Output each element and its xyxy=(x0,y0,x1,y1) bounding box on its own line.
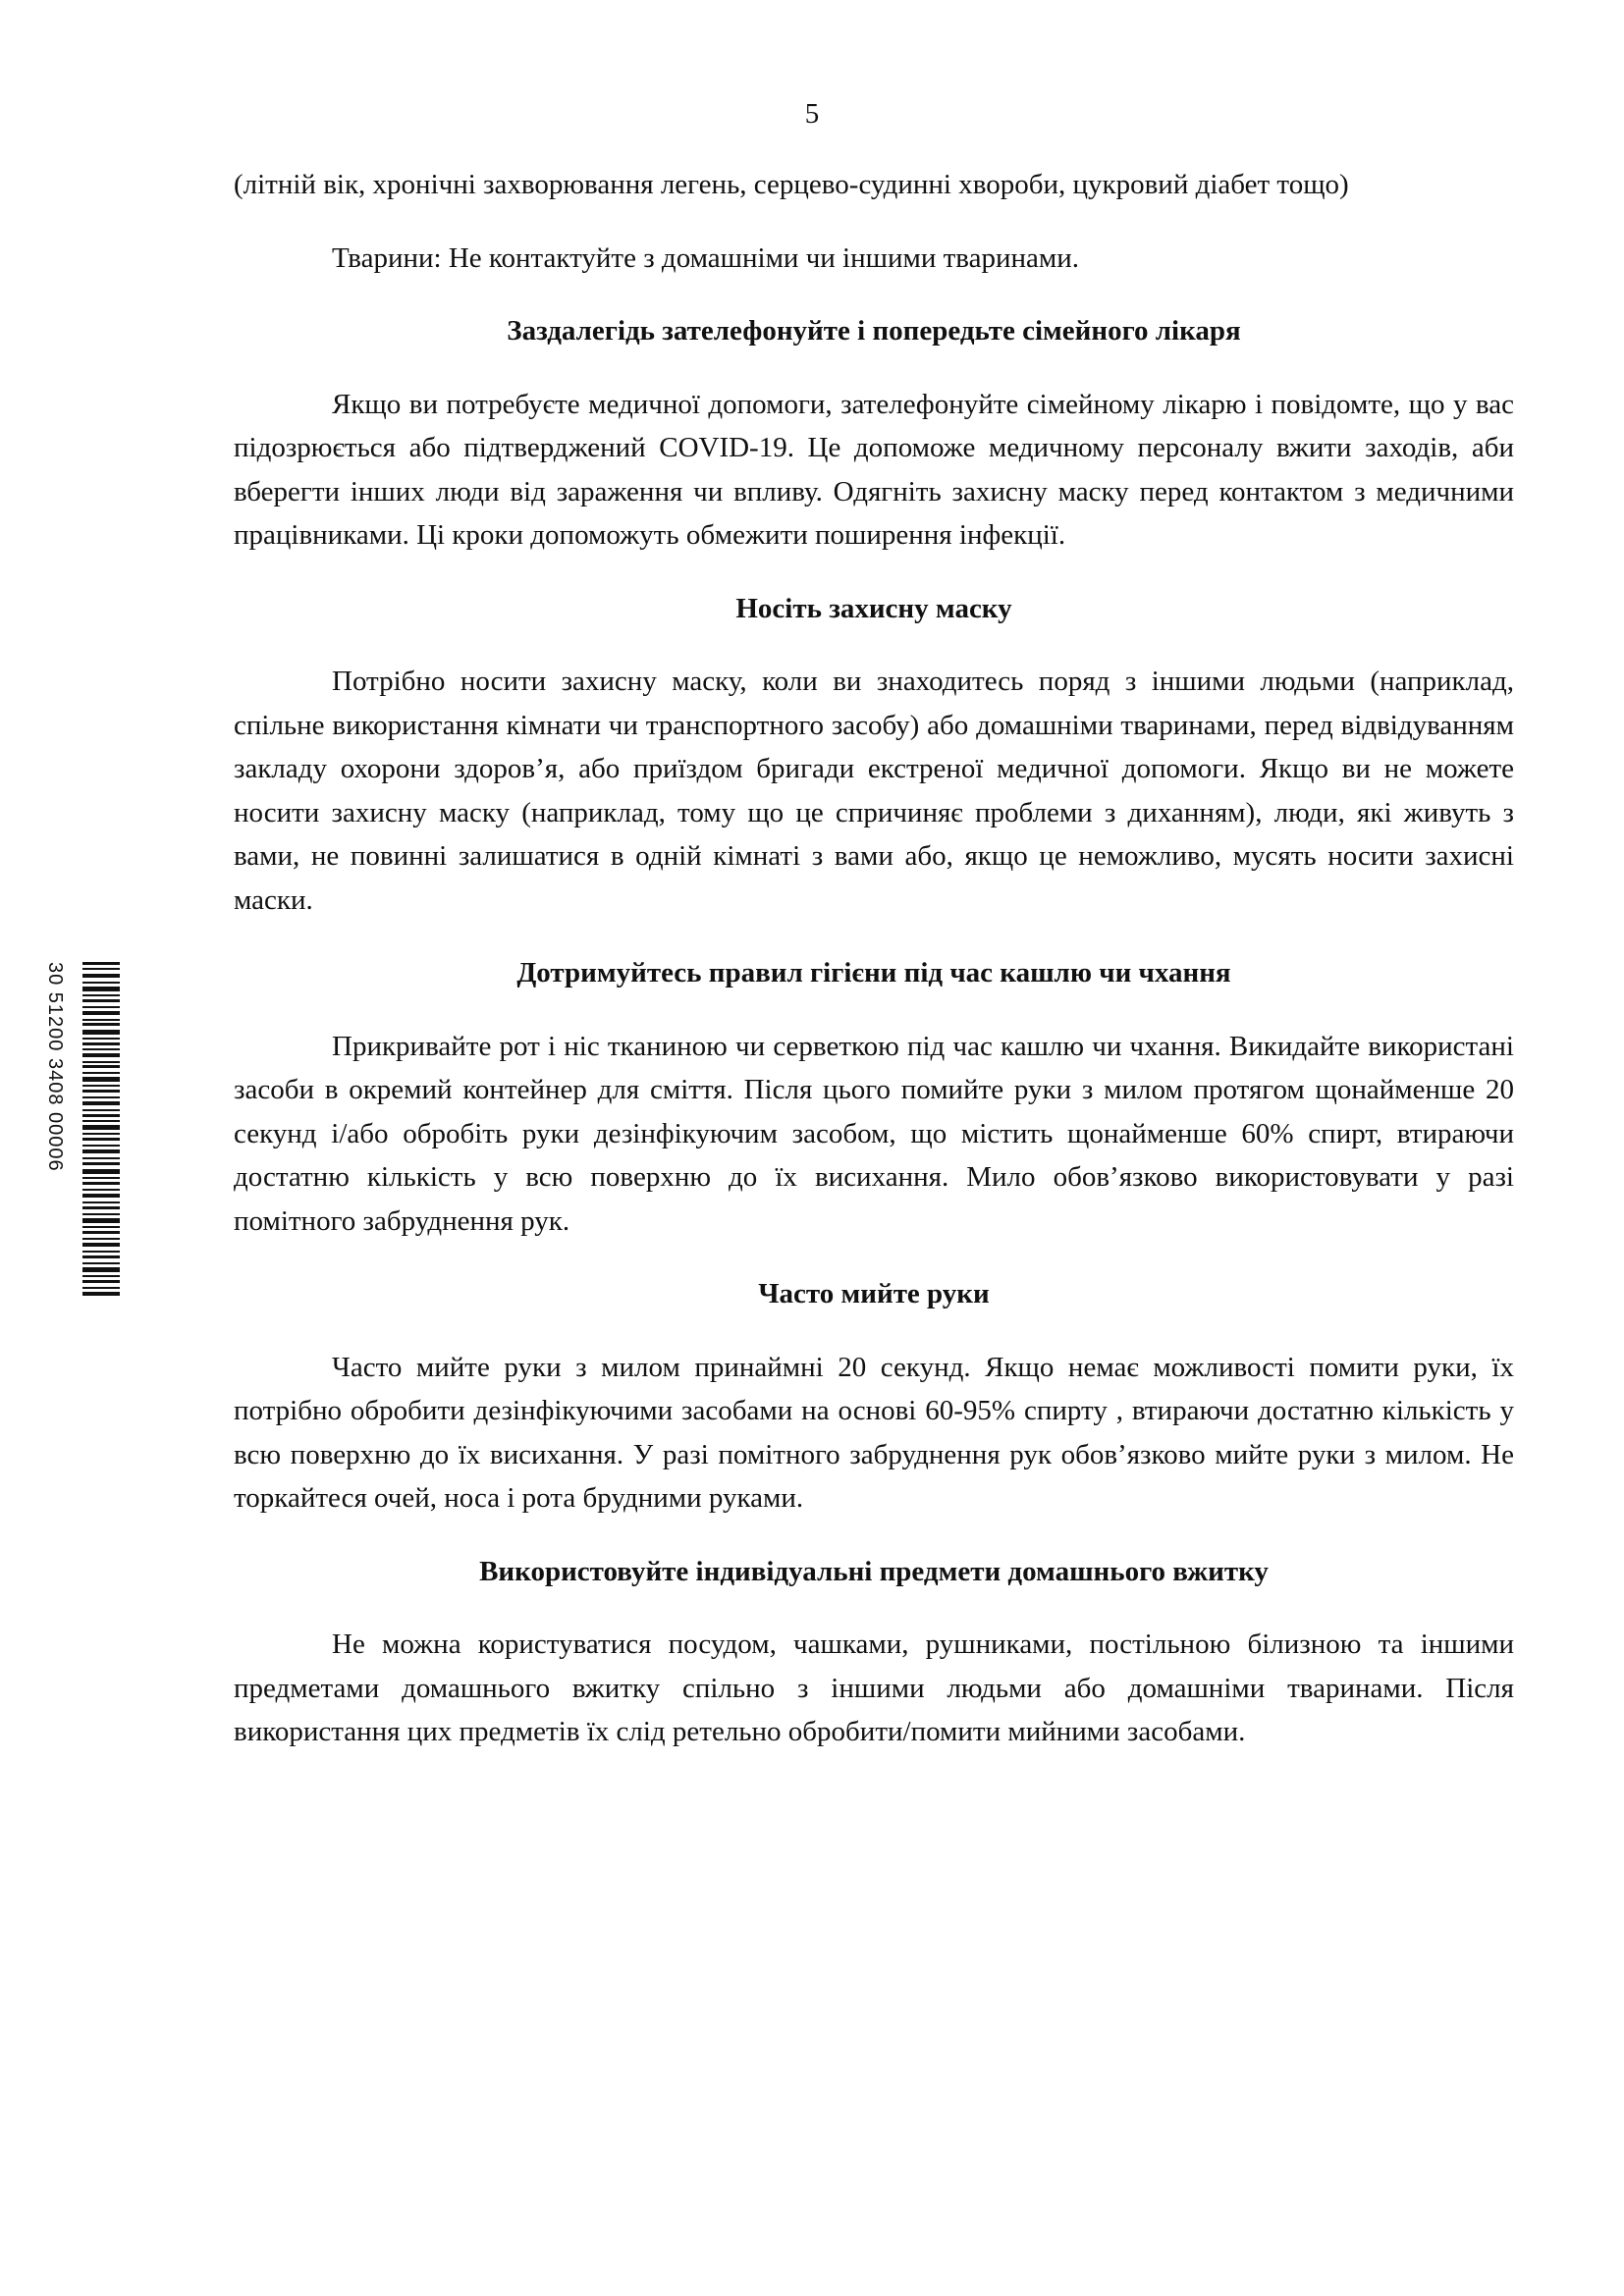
paragraph-risk-groups: (літній вік, хронічні захворювання легень, серцево-судинні хвороби, цукровий діабет тощо) xyxy=(234,169,1349,200)
section-heading-wear-mask: Носіть захисну маску xyxy=(735,592,1012,624)
page-number: 5 xyxy=(804,98,820,130)
barcode-graphic xyxy=(82,962,120,1296)
section-body-personal-items: Не можна користуватися посудом, чашками, рушниками, постільною білизною та іншими предметами домашнього вжитку спільно з іншими людьми або домашніми тваринами. Після використання цих предметів їх слід ретельно обробити/помити мийними засобами. xyxy=(234,1629,1514,1747)
barcode-digits: 30 51200 3408 00006 xyxy=(44,962,66,1172)
section-body-wash-hands: Часто мийте руки з милом принаймні 20 секунд. Якщо немає можливості помити руки, їх потрібно обробити дезінфікуючими засобами на основі 60-95% спирту , втираючи достатню кількість у всю поверхню до їх висихання. У разі помітного забруднення рук обов’язково мийте руки з милом. Не торкайтеся очей, носа і рота брудними руками. xyxy=(234,1351,1514,1514)
section-body-call-doctor: Якщо ви потребуєте медичної допомоги, зателефонуйте сімейному лікарю і повідомте, що у вас підозрюється або підтверджений COVID-19. Це допоможе медичному персоналу вжити заходів, аби вберегти інших люди від зараження чи впливу. Одягніть захисну маску перед контактом з медичними працівниками. Ці кроки допоможуть обмежити поширення інфекції. xyxy=(234,388,1514,551)
section-body-cough-hygiene: Прикривайте рот і ніс тканиною чи серветкою під час кашлю чи чхання. Викидайте використані засоби в окремий контейнер для сміття. Після цього помийте руки з милом протягом щонайменше 20 секунд і/або обробіть руки дезінфікуючим засобом, що містить щонайменше 60% спирт, втираючи достатню кількість у всю поверхню до їх висихання. Мило обов’язково використовувати у разі помітного забруднення рук. xyxy=(234,1030,1514,1237)
section-heading-wash-hands: Часто мийте руки xyxy=(758,1278,990,1309)
section-body-wear-mask: Потрібно носити захисну маску, коли ви знаходитесь поряд з іншими людьми (наприклад, спільне використання кімнати чи транспортного засобу) або домашніми тваринами, перед відвідуванням закладу охорони здоров’я, або приїздом бригади екстреної медичної допомоги. Якщо ви не можете носити захисну маску (наприклад, тому що це спричиняє проблеми з диханням), люди, які живуть з вами, не повинні залишатися в одній кімнаті з вами або, якщо це неможливо, мусять носити захисні маски. xyxy=(234,666,1514,916)
paragraph-animals: Тварини: Не контактуйте з домашніми чи іншими тваринами. xyxy=(332,241,1079,274)
section-heading-call-doctor: Заздалегідь зателефонуйте і попередьте сімейного лікаря xyxy=(507,315,1241,347)
section-heading-personal-items: Використовуйте індивідуальні предмети домашнього вжитку xyxy=(479,1555,1269,1587)
document-body xyxy=(234,163,1514,1754)
section-heading-cough-hygiene: Дотримуйтесь правил гігієни під час кашлю чи чхання xyxy=(516,957,1231,988)
